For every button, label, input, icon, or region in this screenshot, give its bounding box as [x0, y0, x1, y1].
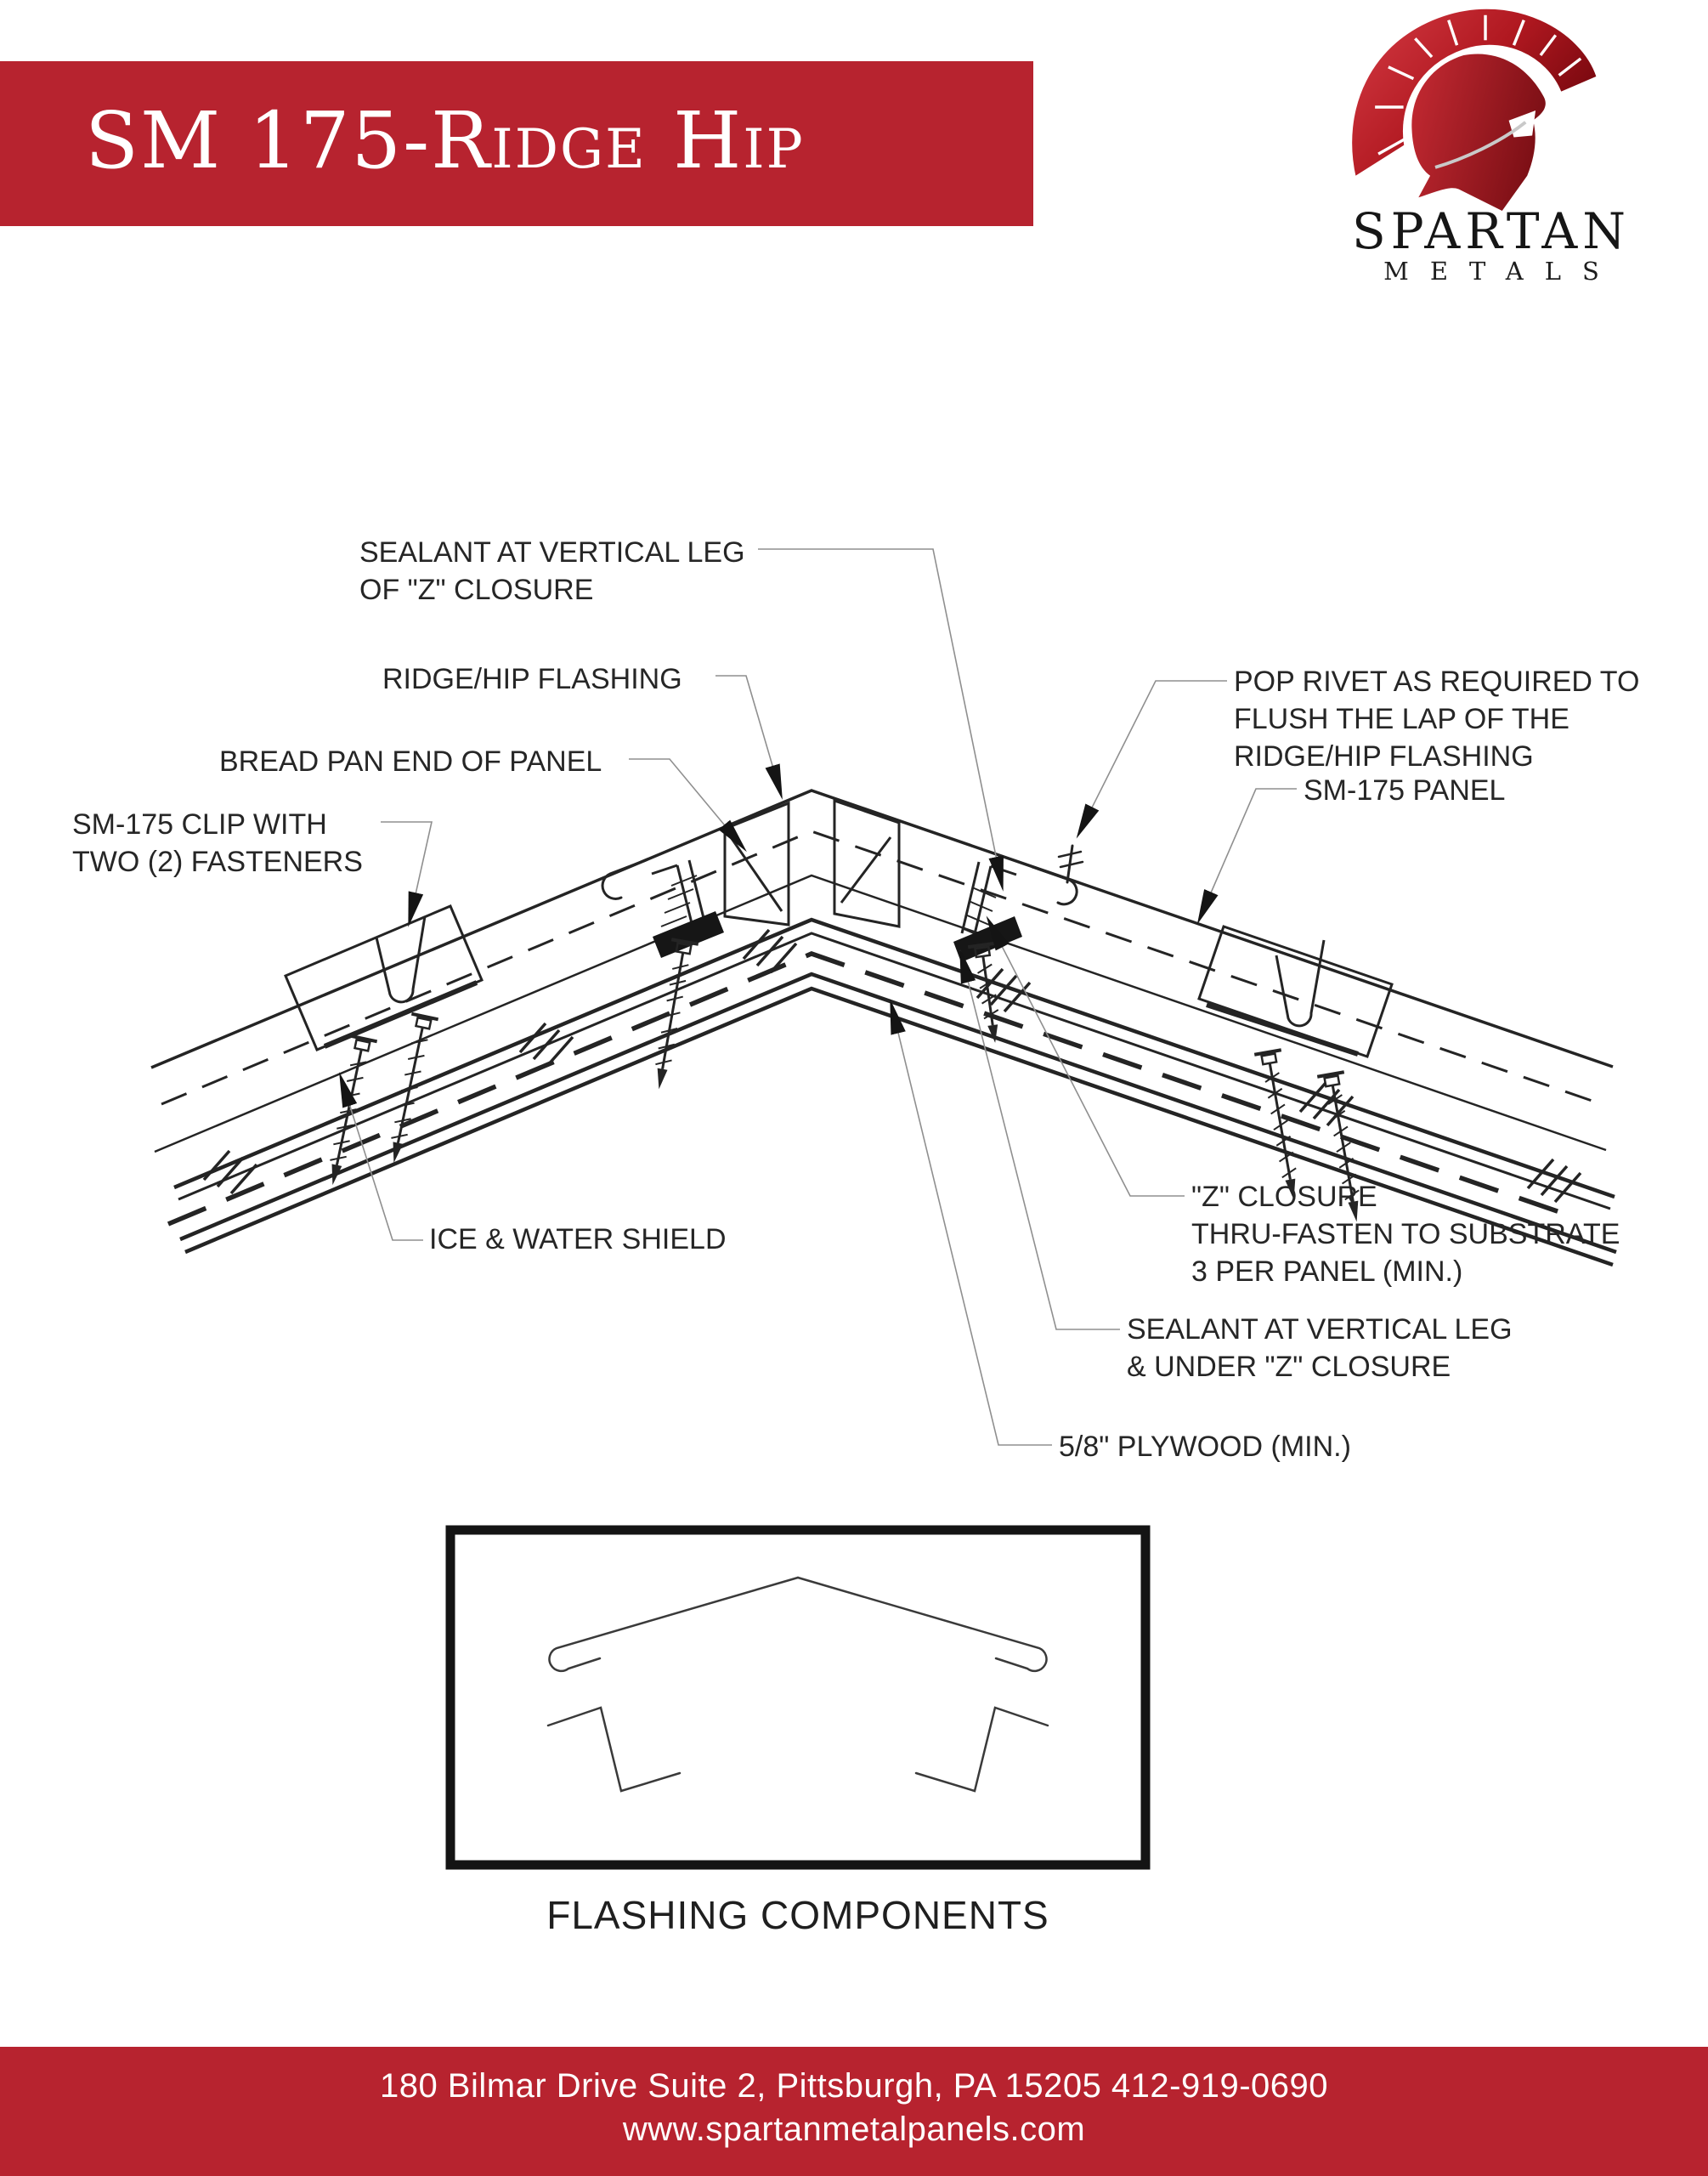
callout-line: RIDGE/HIP FLASHING	[1234, 740, 1534, 773]
callout-pop-rivet	[1234, 663, 1639, 775]
flashing-components-caption: FLASHING COMPONENTS	[546, 1893, 1049, 1937]
callout-bread-pan	[219, 743, 602, 780]
panel-clips	[286, 906, 1392, 1224]
page-title: SM 175-Ridge Hip	[85, 95, 805, 186]
callout-sealant-z-top	[359, 534, 745, 609]
footer-band	[0, 2047, 1708, 2176]
callout-line: OF "Z" CLOSURE	[359, 574, 594, 606]
bread-pan-panel-ends	[725, 801, 899, 926]
flashing-components-box	[450, 1530, 1145, 1865]
leader-plywood	[891, 1001, 1052, 1445]
clip-right-outline	[1199, 926, 1392, 1057]
callout-line: ICE & WATER SHIELD	[429, 1223, 727, 1255]
flashing-hems	[602, 846, 1083, 904]
z-closure-profile-left	[548, 1708, 680, 1791]
callout-line: "Z" CLOSURE	[1191, 1181, 1377, 1213]
leader-bread-pan	[629, 759, 745, 850]
callout-ridge-hip-flashing	[382, 660, 682, 698]
panel-hidden-line	[161, 831, 1602, 1104]
footer-website: www.spartanmetalpanels.com	[622, 2111, 1086, 2148]
callout-ice-water-shield	[429, 1221, 727, 1258]
callout-line: TWO (2) FASTENERS	[72, 846, 363, 878]
callout-line: & UNDER "Z" CLOSURE	[1127, 1351, 1451, 1383]
clip-left-outline	[286, 906, 482, 1050]
z-closure-fastener-left	[646, 939, 698, 1091]
plywood-hatching	[204, 930, 1581, 1202]
ridge-flashing-profile	[550, 1578, 798, 1671]
footer-address: 180 Bilmar Drive Suite 2, Pittsburgh, PA 15205 412-919-0690	[379, 2067, 1329, 2105]
callout-line: SM-175 CLIP WITH	[72, 808, 327, 841]
leader-sm175-panel	[1198, 789, 1297, 922]
z-closure-profile-right	[916, 1708, 1048, 1791]
callout-sealant-under-z	[1127, 1311, 1513, 1386]
callout-sm175-panel	[1304, 772, 1505, 809]
leader-pop-rivet	[1077, 681, 1227, 836]
logo-sub-text: METALS	[1383, 257, 1620, 286]
callout-line: THRU-FASTEN TO SUBSTRATE	[1191, 1218, 1620, 1250]
sealant-bead-left	[653, 911, 724, 958]
left-hem-curl	[602, 860, 646, 898]
callout-line: POP RIVET AS REQUIRED TO	[1234, 666, 1640, 698]
callout-plywood	[1059, 1428, 1351, 1465]
leader-ridge-hip-flashing	[715, 676, 782, 797]
callout-line: SEALANT AT VERTICAL LEG	[359, 536, 745, 569]
callout-sm175-clip	[72, 806, 363, 881]
callout-line: SM-175 PANEL	[1304, 774, 1506, 807]
callout-line: 3 PER PANEL (MIN.)	[1191, 1255, 1463, 1288]
logo-brand-text: SPARTAN	[1351, 202, 1632, 260]
plywood-line-2	[178, 933, 1610, 1209]
callout-z-closure	[1191, 1178, 1620, 1290]
callout-line: 5/8" PLYWOOD (MIN.)	[1059, 1431, 1351, 1463]
callout-line: BREAD PAN END OF PANEL	[219, 745, 602, 778]
right-hem-curl	[1032, 867, 1077, 904]
callout-line: RIDGE/HIP FLASHING	[382, 663, 682, 695]
callout-line: SEALANT AT VERTICAL LEG	[1127, 1313, 1513, 1346]
leader-sm175-clip	[381, 822, 432, 925]
callout-line: FLUSH THE LAP OF THE	[1234, 703, 1569, 735]
leader-z-closure	[987, 918, 1185, 1196]
leader-sealant-under-z	[960, 950, 1120, 1329]
